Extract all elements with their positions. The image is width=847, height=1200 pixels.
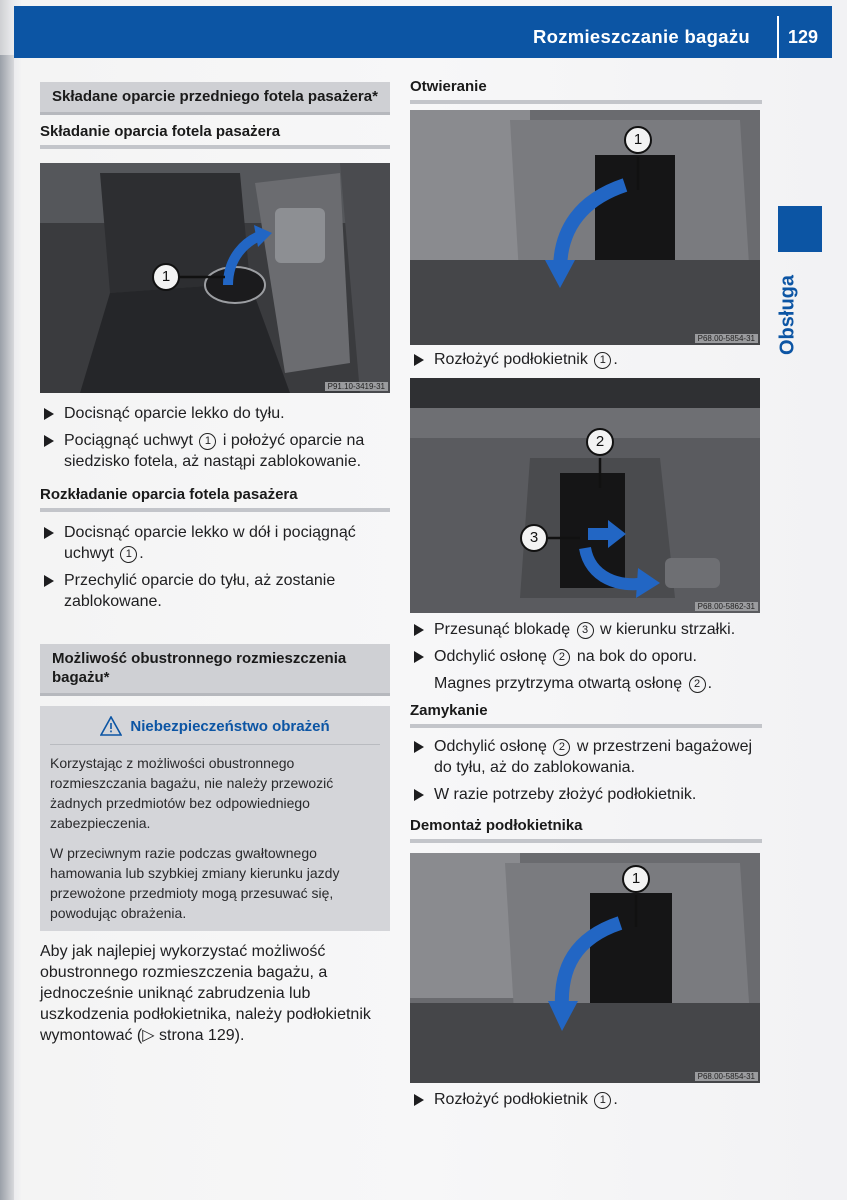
instruction-step: Rozłożyć podłokietnik 1 . [410,349,762,370]
trunk-illustration [410,378,760,613]
page-number: 129 [788,27,819,47]
bullet-triangle-icon [414,789,424,801]
subheading-fold-seat: Składanie oparcia fotela pasażera [40,123,390,149]
instruction-step: Przechylić oparcie do tyłu, aż zostanie zablokowane. [40,570,390,612]
section-heading-front-seat: Składane oparcie przedniego fotela pasażera* [40,82,390,115]
instruction-step: Rozłożyć podłokietnik 1 . [410,1089,762,1110]
instruction-step: Pociągnąć uchwyt 1 i położyć oparcie na siedzisko fotela, aż nastąpi zablokowanie. [40,430,390,472]
subheading-unfold-seat: Rozkładanie oparcia fotela pasażera [40,486,390,512]
subheading-remove-armrest: Demontaż podłokietnika [410,817,762,843]
header-bar [14,6,832,58]
callout-2: 2 [586,428,614,456]
warning-paragraph: Korzystając z możliwości obustronnego rozmieszczania bagażu, nie należy przewozić żadnych przedmiotów bez odpowiedniego zabezpieczenia. [50,755,334,831]
image-code: P68.00-5862-31 [695,602,758,611]
subheading-close: Zamykanie [410,702,762,728]
image-code: P68.00-5854-31 [695,334,758,343]
instruction-step: Przesunąć blokadę 3 w kierunku strzałki. [410,619,762,640]
instruction-step: Odchylić osłonę 2 na bok do oporu. [410,646,762,667]
bullet-triangle-icon [414,354,424,366]
callout-ref-2: 2 [689,676,706,693]
callout-ref-2: 2 [553,649,570,666]
callout-1: 1 [622,865,650,893]
magnet-note: Magnes przytrzyma otwartą osłonę 2 . [434,675,713,692]
callout-ref-2: 2 [553,739,570,756]
image-code: P91.10-3419-31 [325,382,388,391]
instruction-step: Odchylić osłonę 2 w przestrzeni bagażowej do tyłu, aż do zablokowania. [410,736,762,778]
callout-ref-3: 3 [577,622,594,639]
callout-ref-1: 1 [120,546,137,563]
image-code: P68.00-5854-31 [695,1072,758,1081]
chapter-tab-label: Obsługa [776,274,799,356]
bullet-triangle-icon [44,408,54,420]
warning-triangle-icon [100,716,122,736]
instruction-step: Docisnąć oparcie lekko do tyłu. [40,403,390,424]
page-binding-shadow [0,55,14,1200]
warning-paragraph: W przeciwnym razie podczas gwałtownego hamowania lub szybkiej zmiany kierunku jazdy przewożone przedmioty mogą przesuwać się, powodując obrażenia. [50,845,340,921]
closing-paragraph: Aby jak najlepiej wykorzystać możliwość obustronnego rozmieszczenia bagażu, a jednocześnie uniknąć zabrudzenia lub uszkodzenia podłokietnika, należy podłokietnik wymontować (▷ strona 129). [40,943,371,1044]
photo-trunk-cover [410,378,760,613]
instruction-step: W razie potrzeby złożyć podłokietnik. [410,784,762,805]
page-title: Rozmieszczanie bagażu [532,26,750,47]
bullet-triangle-icon [44,575,54,587]
armrest-illustration [410,110,760,345]
section-heading-two-way-loading: Możliwość obustronnego rozmieszczenia bagażu* [40,644,390,696]
chapter-tab-marker[interactable] [778,206,822,252]
callout-3: 3 [520,524,548,552]
callout-ref-1: 1 [594,352,611,369]
photo-armrest-removal [410,853,760,1083]
callout-1: 1 [152,263,180,291]
armrest-removal-illustration [410,853,760,1083]
instruction-step: Docisnąć oparcie lekko w dół i pociągnąć uchwyt 1 . [40,522,390,564]
bullet-triangle-icon [414,1094,424,1106]
callout-1: 1 [624,126,652,154]
callout-ref-1: 1 [594,1092,611,1109]
callout-ref-1: 1 [199,433,216,450]
photo-rear-armrest [410,110,760,345]
warning-box [40,706,390,931]
bullet-triangle-icon [44,527,54,539]
subheading-open: Otwieranie [410,78,762,104]
warning-title: Niebezpieczeństwo obrażeń [50,716,380,745]
header-divider [777,16,779,60]
right-column [410,78,762,1110]
bullet-triangle-icon [414,651,424,663]
bullet-triangle-icon [414,624,424,636]
left-column [40,82,390,1046]
photo-front-seat-handle [40,163,390,393]
bullet-triangle-icon [44,435,54,447]
bullet-triangle-icon [414,741,424,753]
seat-illustration [40,163,390,393]
